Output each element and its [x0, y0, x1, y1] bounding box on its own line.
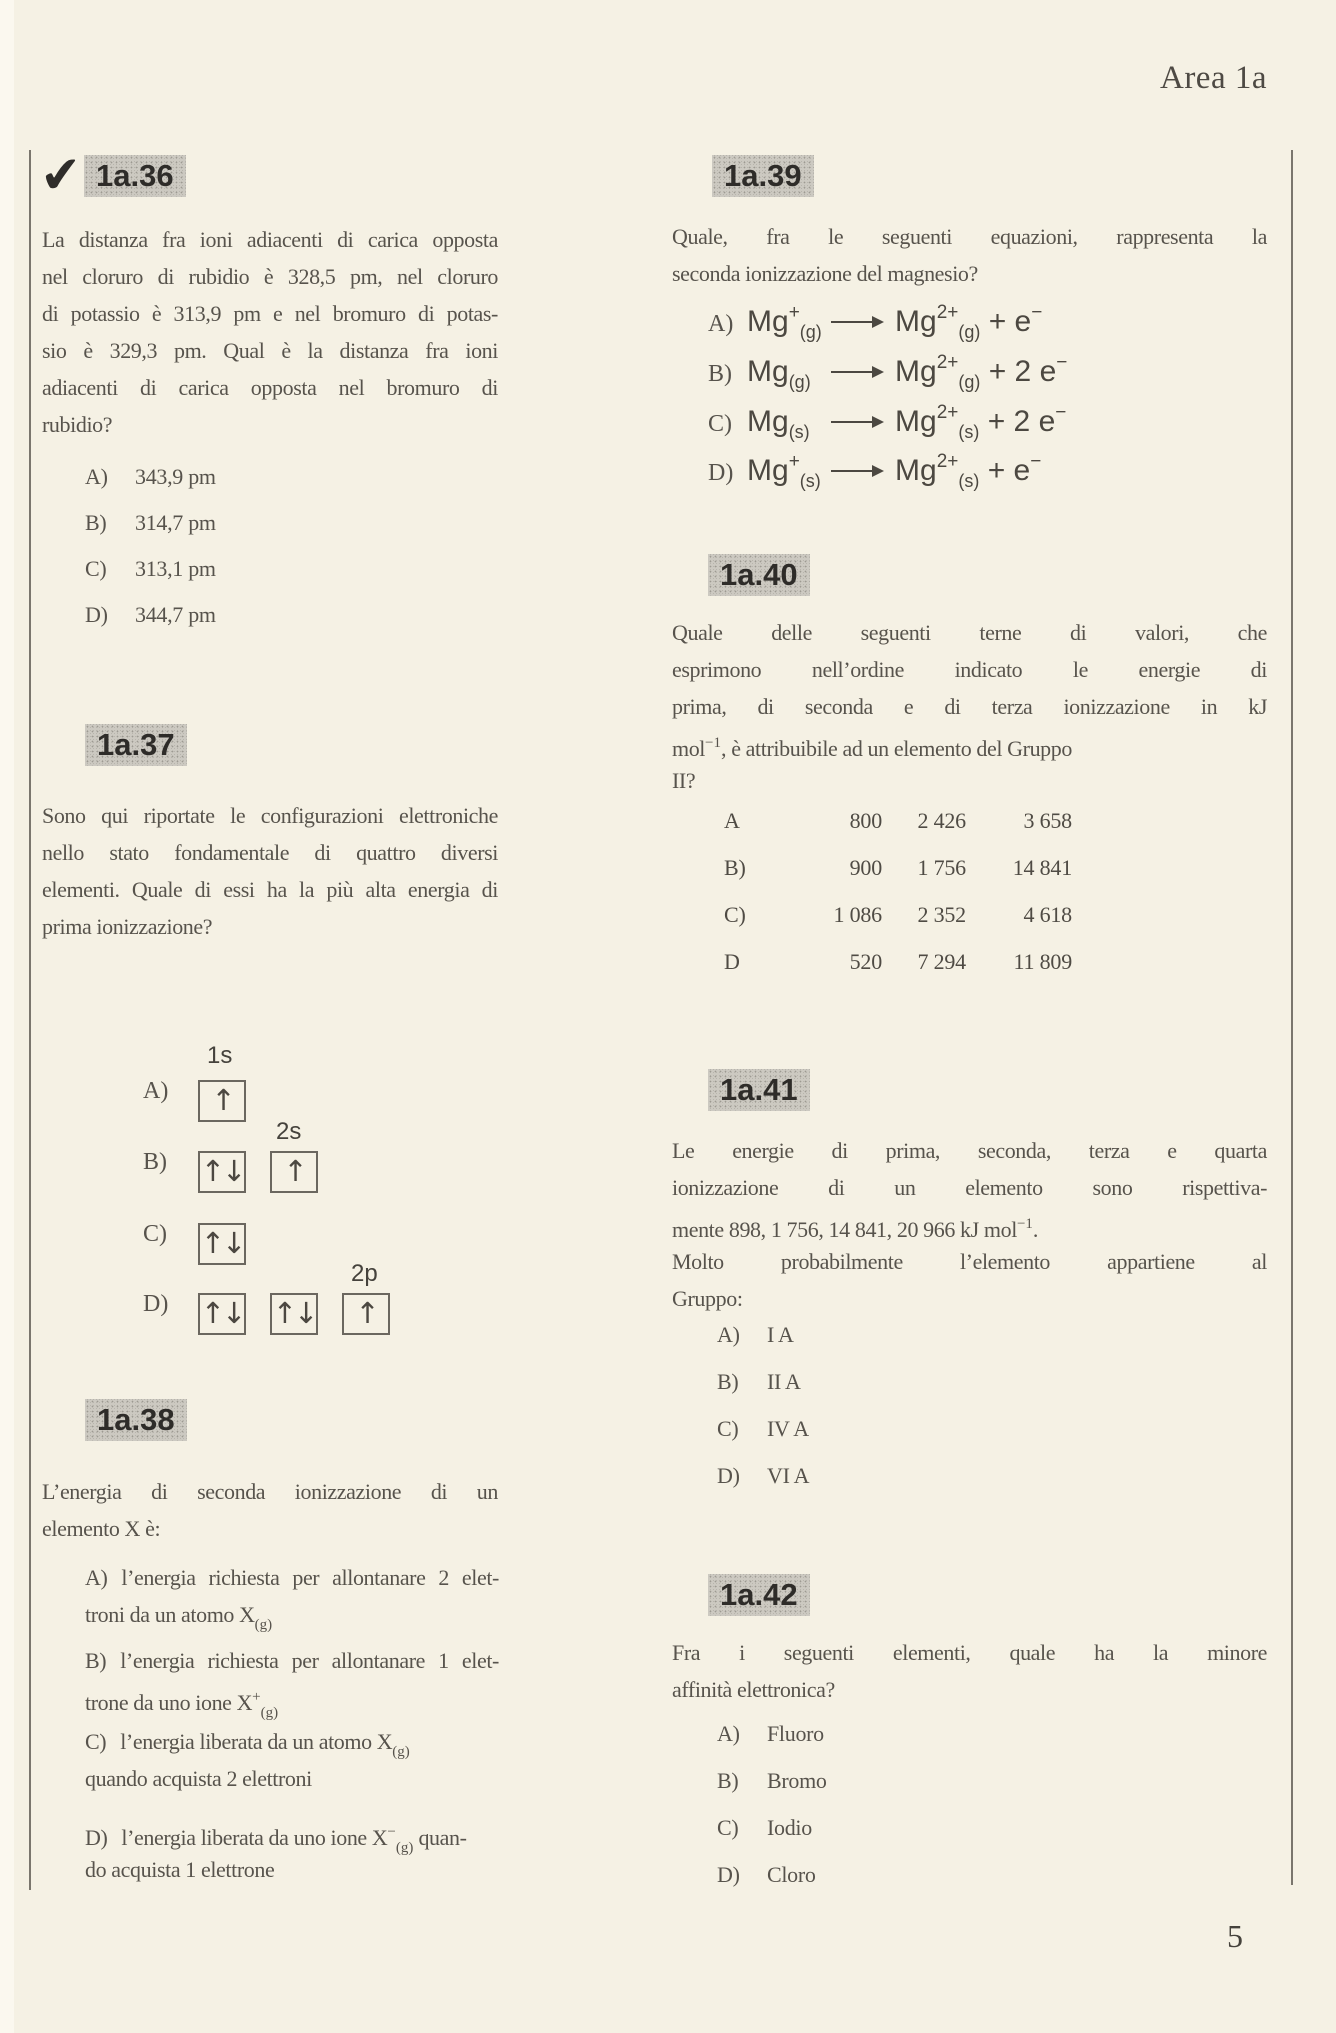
option-text: quan- [413, 1825, 467, 1850]
text-line: Gruppo: [672, 1286, 743, 1311]
option-label: A) [717, 1721, 740, 1746]
option-text: 314,7 pm [135, 510, 216, 535]
option-row [717, 1461, 809, 1508]
text-line: ionizzazione di un elemento sono rispettiva- [672, 1175, 1267, 1200]
text-line: sio è 329,3 pm. Qual è la distanza fra ioni [42, 338, 498, 363]
option-line [85, 1760, 499, 1797]
text-segment: , è attribuibile ad un elemento del Gruppo [721, 736, 1072, 761]
formula-text: Mg [747, 405, 789, 438]
value-1: 800 [849, 808, 882, 833]
subscript: (g) [958, 372, 981, 392]
row-label: B) [724, 855, 746, 880]
superscript: 2+ [936, 402, 959, 423]
formula-rhs [895, 402, 1067, 442]
option-label: D) [143, 1291, 169, 1317]
orbital-box: ↑↓ [198, 1293, 246, 1335]
question-1a39-text [672, 218, 1267, 292]
option-label: D) [85, 602, 108, 627]
option-text: VI A [767, 1463, 810, 1488]
question-1a42-options [717, 1719, 827, 1907]
option-text: 313,1 pm [135, 556, 216, 581]
table-row [724, 947, 1072, 994]
orbital-shell-label-1s: 1s [207, 1042, 233, 1069]
right-arrow-icon [831, 371, 881, 373]
option-row [85, 508, 216, 554]
formula-text: Mg [895, 405, 937, 438]
option-line [85, 1679, 499, 1721]
table-row [724, 806, 1072, 853]
option-text: I A [767, 1322, 794, 1347]
option-label: B) [143, 1149, 167, 1175]
option-label: C) [708, 411, 732, 437]
superscript: 2+ [936, 352, 959, 373]
formula-rhs [895, 451, 1042, 491]
superscript: −1 [1016, 1216, 1033, 1232]
option-text: do acquista 1 elettrone [85, 1857, 275, 1882]
option-text: l’energia richiesta per allontanare 1 elet- [120, 1648, 499, 1673]
formula-text: + e [980, 305, 1032, 338]
option-row [717, 1813, 827, 1860]
superscript: + [252, 1689, 261, 1705]
subscript: (s) [799, 471, 821, 491]
text-line: La distanza fra ioni adiacenti di carica opposta [42, 227, 498, 252]
option-text: IV A [767, 1416, 809, 1441]
question-1a36-options [85, 462, 216, 646]
equation-b [708, 343, 1068, 392]
option-label: C) [85, 556, 107, 581]
orbital-box: ↑ [198, 1080, 246, 1122]
subscript: (g) [395, 1840, 414, 1856]
right-column-rule [1291, 150, 1293, 1885]
table-row [724, 900, 1072, 947]
formula-text: Mg [895, 355, 937, 388]
option-text: Iodio [767, 1815, 812, 1840]
option-text: II A [767, 1369, 801, 1394]
superscript: − [1056, 352, 1068, 373]
option-row [85, 462, 216, 508]
equation-c [708, 393, 1067, 442]
superscript: + [788, 451, 800, 472]
text-line [672, 725, 1267, 762]
option-label: C) [85, 1729, 107, 1754]
text-line: prima ionizzazione? [42, 914, 213, 939]
option-text: Cloro [767, 1862, 816, 1887]
option-label: B) [708, 361, 732, 387]
option-row [717, 1367, 809, 1414]
option-label: D) [85, 1825, 108, 1850]
text-line: elementi. Quale di essi ha la più alta energia di [42, 877, 498, 902]
subscript: (g) [788, 372, 811, 392]
formula-text: Mg [895, 305, 937, 338]
option-line [85, 1559, 499, 1596]
orbital-box: ↑↓ [270, 1293, 318, 1335]
value-3: 3 658 [1023, 808, 1072, 833]
orbital-box: ↑↓ [198, 1223, 246, 1265]
ionization-values-table [724, 806, 1072, 994]
option-row [717, 1414, 809, 1461]
question-tag-1a39: 1a.39 [712, 155, 814, 197]
subscript: (s) [958, 471, 980, 491]
option-row [85, 600, 216, 646]
option-text: Bromo [767, 1768, 827, 1793]
option-block-d [85, 1814, 499, 1888]
option-block-b [85, 1642, 499, 1721]
formula-text: Mg [747, 355, 789, 388]
orbital-row-d [143, 1291, 414, 1333]
table-row [724, 853, 1072, 900]
value-3: 11 809 [1013, 949, 1072, 974]
option-row [717, 1860, 827, 1907]
text-line: elemento X è: [42, 1516, 161, 1541]
option-label: A) [85, 464, 108, 489]
option-label: C) [717, 1815, 739, 1840]
value-3: 14 841 [1012, 855, 1072, 880]
option-text: troni da un atomo X [85, 1602, 255, 1627]
option-label: B) [717, 1768, 739, 1793]
orbital-shell-label-2s: 2s [276, 1118, 302, 1145]
value-1: 1 086 [833, 902, 882, 927]
question-1a36-text [42, 221, 498, 443]
option-label: D) [717, 1862, 740, 1887]
question-1a38-text [42, 1473, 498, 1547]
option-text: quando acquista 2 elettroni [85, 1766, 312, 1791]
question-tag-1a40: 1a.40 [708, 554, 810, 596]
text-line: prima, di seconda e di terza ionizzazione in kJ [672, 694, 1267, 719]
orbital-box: ↑ [270, 1151, 318, 1193]
superscript: 2+ [936, 302, 959, 323]
option-line [85, 1814, 499, 1856]
orbital-box: ↑ [342, 1293, 390, 1335]
text-line: Quale, fra le seguenti equazioni, rappresenta la [672, 224, 1267, 249]
option-row [717, 1320, 809, 1367]
left-column-rule [29, 150, 31, 1890]
option-label: A) [85, 1565, 108, 1590]
subscript: (g) [958, 322, 981, 342]
superscript: −1 [705, 735, 721, 751]
row-label: D [724, 949, 740, 974]
text-segment: mol [672, 736, 706, 761]
text-line: Le energie di prima, seconda, terza e quarta [672, 1138, 1267, 1163]
orbital-row-c [143, 1221, 270, 1263]
text-line: esprimono nell’ordine indicato le energie di [672, 657, 1267, 682]
option-block-c [85, 1723, 499, 1797]
option-text: 343,9 pm [135, 464, 216, 489]
text-line: L’energia di seconda ionizzazione di un [42, 1479, 498, 1504]
right-arrow-icon [831, 421, 881, 423]
value-2: 1 756 [917, 855, 966, 880]
option-line [85, 1723, 499, 1760]
question-tag-1a41: 1a.41 [708, 1069, 810, 1111]
text-line: Molto probabilmente l’elemento appartiene al [672, 1249, 1267, 1274]
text-segment: mente 898, 1 756, 14 841, 20 966 kJ mol [672, 1217, 1017, 1242]
value-2: 2 426 [917, 808, 966, 833]
subscript: (s) [788, 422, 810, 442]
superscript: − [1031, 302, 1043, 323]
option-row [717, 1766, 827, 1813]
page-number: 5 [1227, 1918, 1243, 1954]
question-1a37-text [42, 797, 498, 945]
option-text: Fluoro [767, 1721, 824, 1746]
option-text: l’energia liberata da un atomo X [120, 1729, 393, 1754]
right-arrow-icon [831, 321, 881, 323]
question-tag-1a42: 1a.42 [708, 1574, 810, 1616]
checkmark-icon: ✔ [38, 144, 84, 206]
formula-rhs [895, 352, 1068, 392]
option-label: A) [717, 1322, 740, 1347]
formula-text: + 2 e [980, 355, 1057, 388]
orbital-shell-label-2p: 2p [351, 1260, 378, 1287]
subscript: (g) [392, 1744, 410, 1760]
question-tag-1a36: 1a.36 [84, 155, 186, 197]
question-1a41-options [717, 1320, 809, 1508]
text-line: II? [672, 768, 696, 793]
superscript: − [387, 1824, 396, 1840]
orbital-box: ↑↓ [198, 1151, 246, 1193]
option-label: B) [85, 510, 107, 535]
area-header: Area 1a [1159, 60, 1267, 96]
subscript: (g) [260, 1705, 279, 1721]
value-1: 520 [849, 949, 882, 974]
text-line: adiacenti di carica opposta nel bromuro di [42, 375, 498, 400]
superscript: + [788, 302, 800, 323]
option-line [85, 1851, 499, 1888]
option-row [717, 1719, 827, 1766]
text-line: di potassio è 313,9 pm e nel bromuro di potas- [42, 301, 498, 326]
formula-text: Mg [747, 305, 789, 338]
subscript: (s) [958, 422, 980, 442]
option-label: B) [717, 1369, 739, 1394]
option-label: A) [708, 311, 734, 337]
question-1a42-text [672, 1634, 1267, 1708]
text-line: Quale delle seguenti terne di valori, che [672, 620, 1267, 645]
option-label: C) [717, 1416, 739, 1441]
formula-text: Mg [895, 454, 937, 487]
option-label: D) [708, 460, 734, 486]
subscript: (g) [799, 322, 822, 342]
option-text: l’energia richiesta per allontanare 2 elet- [121, 1565, 499, 1590]
value-1: 900 [849, 855, 882, 880]
superscript: 2+ [936, 451, 959, 472]
superscript: − [1030, 451, 1042, 472]
equation-a [708, 293, 1043, 342]
orbital-row-a [143, 1078, 270, 1120]
formula-rhs [895, 302, 1043, 342]
option-text: l’energia liberata da uno ione X [121, 1825, 388, 1850]
value-2: 2 352 [917, 902, 966, 927]
text-segment: . [1032, 1217, 1039, 1242]
question-tag-1a38: 1a.38 [85, 1399, 187, 1441]
formula-text: + 2 e [979, 405, 1056, 438]
value-3: 4 618 [1023, 902, 1072, 927]
text-line: nello stato fondamentale di quattro diversi [42, 840, 498, 865]
right-arrow-icon [831, 470, 881, 472]
superscript: − [1055, 402, 1067, 423]
text-line: nel cloruro di rubidio è 328,5 pm, nel cloruro [42, 264, 498, 289]
question-1a41-text [672, 1132, 1267, 1317]
option-text: 344,7 pm [135, 602, 216, 627]
option-label: C) [143, 1221, 167, 1247]
text-line: Sono qui riportate le configurazioni elettroniche [42, 803, 498, 828]
subscript: (g) [254, 1617, 273, 1633]
text-line: rubidio? [42, 412, 113, 437]
formula-lhs [747, 442, 827, 501]
option-line [85, 1642, 499, 1679]
option-line [85, 1596, 499, 1633]
option-label: D) [717, 1463, 740, 1488]
option-label: A) [143, 1078, 169, 1104]
row-label: C) [724, 902, 746, 927]
formula-text: + e [979, 454, 1031, 487]
option-block-a [85, 1559, 499, 1633]
text-line [672, 1206, 1267, 1243]
text-line: seconda ionizzazione del magnesio? [672, 261, 978, 286]
question-tag-1a37: 1a.37 [85, 724, 187, 766]
orbital-row-b [143, 1149, 342, 1191]
question-1a40-text [672, 614, 1267, 799]
text-line: affinità elettronica? [672, 1677, 835, 1702]
row-label: A [724, 808, 740, 833]
value-2: 7 294 [917, 949, 966, 974]
option-text: trone da uno ione X [85, 1690, 253, 1715]
formula-text: Mg [747, 454, 789, 487]
equation-d [708, 442, 1042, 491]
option-label: B) [85, 1648, 107, 1673]
option-row [85, 554, 216, 600]
text-line: Fra i seguenti elementi, quale ha la minore [672, 1640, 1267, 1665]
